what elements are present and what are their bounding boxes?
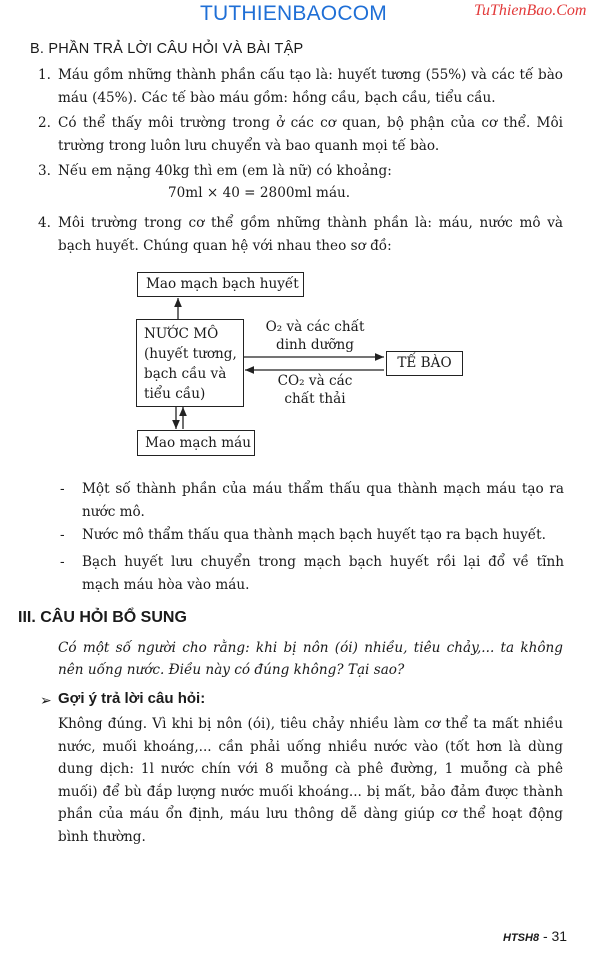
bullet-item-1	[60, 478, 564, 524]
item-number: 1.	[38, 67, 51, 83]
answer-item-1	[38, 64, 563, 110]
bullet-text: Một số thành phần của máu thẩm thấu qua thành mạch máu tạo ra nước mô.	[82, 481, 564, 520]
waste-label-line: chất thải	[284, 391, 346, 407]
cell-label: TẾ BÀO	[397, 355, 452, 371]
item-text: Có thể thấy môi trường trong ở các cơ quan, bộ phận của cơ thể. Môi trường trong luôn lưu chuyển và bao quanh mọi tế bào.	[58, 115, 563, 154]
tissue-fluid-line: (huyết tương,	[144, 346, 237, 362]
item-text: Môi trường trong cơ thể gồm những thành phần là: máu, nước mô và bạch huyết. Chúng quan hệ với nhau theo sơ đồ:	[58, 215, 563, 254]
item-number: 3.	[38, 163, 51, 179]
cell-box	[386, 351, 463, 376]
bullet-dash: -	[60, 481, 65, 497]
bullet-item-2	[60, 524, 564, 547]
calculation-line: 70ml × 40 = 2800ml máu.	[168, 185, 351, 201]
section-heading-iii: III. CÂU HỎI BỔ SUNG	[18, 609, 187, 626]
watermark-logo-text: TuThienBao.Com	[474, 2, 587, 19]
hint-heading: Gợi ý trả lời câu hỏi:	[58, 690, 206, 707]
tissue-fluid-line: NƯỚC MÔ	[144, 326, 219, 342]
bullet-text: Bạch huyết lưu chuyển trong mạch bạch huyết rồi lại đổ về tĩnh mạch máu hòa vào máu.	[82, 554, 564, 593]
lymph-capillary-label: Mao mạch bạch huyết	[146, 276, 299, 292]
page-footer	[503, 928, 567, 944]
section-heading-b: B. PHẦN TRẢ LỜI CÂU HỎI VÀ BÀI TẬP	[30, 41, 304, 57]
tissue-fluid-line: tiểu cầu)	[144, 386, 206, 402]
item-text: Máu gồm những thành phần cấu tạo là: huyết tương (55%) và các tế bào máu (45%). Các tế bào máu gồm: hồng cầu, bạch cầu, tiểu cầu.	[58, 67, 563, 106]
waste-label	[252, 372, 378, 408]
bullet-dash: -	[60, 527, 65, 543]
waste-label-line: CO₂ và các	[277, 373, 353, 389]
bullet-dash: -	[60, 554, 65, 570]
item-number: 2.	[38, 115, 51, 131]
tissue-fluid-line: bạch cầu và	[144, 366, 227, 382]
watermark-text: TUTHIENBAOCOM	[200, 2, 387, 25]
book-reference: HTSH8	[503, 932, 540, 944]
bullet-text: Nước mô thẩm thấu qua thành mạch bạch huyết tạo ra bạch huyết.	[82, 527, 546, 543]
hint-arrow-icon: ➢	[40, 693, 52, 709]
hint-answer: Không đúng. Vì khi bị nôn (ói), tiêu chảy nhiều làm cơ thể ta mất nhiều nước, muối khoáng,... cần phải uống nhiều nước vào (tốt hơn là dùng dung dịch: 1l nước chín với 8 muỗng cà phê đường, 1 muỗng cà phê muối) để bù đắp lượng nước muối khoáng... bị mất, bảo đảm được thành phần của máu ổn định, máu lưu thông dễ dàng giúp cơ thể hoạt động bình thường.	[58, 716, 563, 845]
page-number: - 31	[542, 928, 568, 944]
tissue-fluid-box	[136, 319, 244, 407]
nutrient-label-line: dinh dưỡng	[276, 337, 354, 353]
blood-capillary-label: Mao mạch máu	[145, 435, 251, 451]
blood-capillary-box	[137, 430, 255, 456]
supplementary-question: Có một số người cho rằng: khi bị nôn (ói) nhiều, tiêu chảy,... ta không nên uống nước. Điều này có đúng không? Tại sao?	[58, 640, 563, 678]
answer-item-4	[38, 212, 563, 258]
answer-item-2	[38, 112, 563, 158]
nutrient-label-line: O₂ và các chất	[265, 319, 365, 335]
nutrient-label	[252, 318, 378, 354]
item-text: Nếu em nặng 40kg thì em (em là nữ) có khoảng:	[58, 163, 392, 179]
bullet-item-3	[60, 551, 564, 597]
answer-item-3	[38, 160, 563, 183]
item-number: 4.	[38, 215, 51, 231]
lymph-capillary-box	[137, 272, 304, 297]
